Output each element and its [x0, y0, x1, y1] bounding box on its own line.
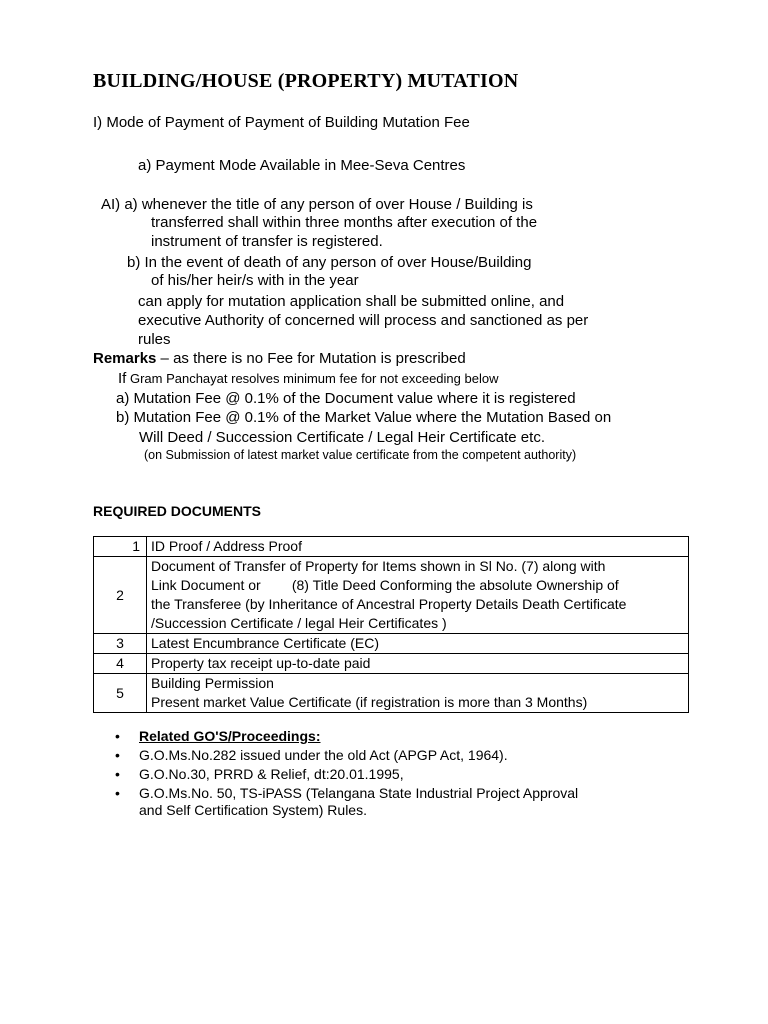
- list-item: [93, 747, 578, 764]
- fee-b-line-1: b) Mutation Fee @ 0.1% of the Market Value where the Mutation Based on: [116, 409, 612, 426]
- bullet-icon: •: [115, 728, 120, 744]
- required-documents-heading: REQUIRED DOCUMENTS: [93, 503, 262, 519]
- row-description: [147, 557, 689, 634]
- section-ai-b-line-1: b) In the event of death of any person of over House/Building: [127, 254, 532, 271]
- table-row: [94, 654, 689, 674]
- related-gos-list: [93, 728, 578, 821]
- row-line: Document of Transfer of Property for Items shown in Sl No. (7) along with: [151, 558, 606, 574]
- row-line: Latest Encumbrance Certificate (EC): [151, 635, 379, 651]
- row-line: ID Proof / Address Proof: [151, 538, 302, 554]
- go-item-text: G.O.Ms.No. 50, TS-iPASS (Telangana State Industrial Project Approval: [139, 785, 579, 801]
- section-ai-a-line-1: AI) a) whenever the title of any person of over House / Building is: [101, 196, 533, 213]
- row-line: /Succession Certificate / legal Heir Certificates ): [151, 615, 447, 631]
- section-ai-c-line-2: executive Authority of concerned will process and sanctioned as per: [138, 312, 589, 329]
- bullet-icon: •: [115, 766, 120, 782]
- section-ai-c-line-3: rules: [138, 331, 171, 348]
- table-row: [94, 674, 689, 713]
- required-documents-table: [93, 536, 689, 713]
- row-line: Property tax receipt up-to-date paid: [151, 655, 371, 671]
- list-item: [93, 728, 578, 745]
- remarks-if-label: If: [118, 370, 127, 387]
- table-row: [94, 557, 689, 634]
- remarks-if-line: [118, 369, 498, 388]
- list-item: [93, 785, 578, 819]
- section-ai-c-line-1: can apply for mutation application shall be submitted online, and: [138, 293, 565, 310]
- row-description: [147, 634, 689, 654]
- fee-b-line-2: Will Deed / Succession Certificate / Legal Heir Certificate etc.: [139, 429, 545, 446]
- go-item-text: and Self Certification System) Rules.: [139, 802, 367, 818]
- fee-note: (on Submission of latest market value certificate from the competent authority): [144, 448, 577, 462]
- bullet-icon: •: [115, 747, 120, 763]
- row-description: [147, 537, 689, 557]
- row-number: 5: [94, 674, 147, 713]
- remarks-if-text: Gram Panchayat resolves minimum fee for not exceeding below: [126, 371, 499, 386]
- table-row: [94, 537, 689, 557]
- row-line: Building Permission: [151, 675, 274, 691]
- row-description: [147, 654, 689, 674]
- row-line: Link Document or (8) Title Deed Conforming the absolute Ownership of: [151, 577, 619, 593]
- section-ai-a-line-2: transferred shall within three months after execution of the: [151, 214, 538, 231]
- go-item-text: G.O.Ms.No.282 issued under the old Act (APGP Act, 1964).: [139, 747, 508, 763]
- table-row: [94, 634, 689, 654]
- go-item-text: G.O.No.30, PRRD & Relief, dt:20.01.1995,: [139, 766, 404, 782]
- related-gos-heading: Related GO'S/Proceedings:: [139, 728, 321, 744]
- row-number: 3: [94, 634, 147, 654]
- section-i-heading: I) Mode of Payment of Payment of Building Mutation Fee: [93, 114, 470, 131]
- bullet-icon: •: [115, 785, 120, 801]
- row-number: 1: [94, 537, 147, 557]
- row-number: 4: [94, 654, 147, 674]
- row-number: 2: [94, 557, 147, 634]
- page-title: BUILDING/HOUSE (PROPERTY) MUTATION: [93, 70, 519, 92]
- fee-a: a) Mutation Fee @ 0.1% of the Document value where it is registered: [116, 390, 576, 407]
- section-ai-a-line-3: instrument of transfer is registered.: [151, 233, 383, 250]
- section-ai-b-line-2: of his/her heir/s with in the year: [151, 272, 359, 289]
- remarks-line: [93, 349, 466, 368]
- remarks-label: Remarks: [93, 350, 157, 367]
- row-description: [147, 674, 689, 713]
- row-line: the Transferee (by Inheritance of Ancestral Property Details Death Certificate: [151, 596, 627, 612]
- remarks-text: – as there is no Fee for Mutation is prescribed: [156, 350, 466, 367]
- row-line: Present market Value Certificate (if registration is more than 3 Months): [151, 694, 588, 710]
- section-i-a-text: a) Payment Mode Available in Mee-Seva Centres: [138, 157, 466, 174]
- list-item: [93, 766, 578, 783]
